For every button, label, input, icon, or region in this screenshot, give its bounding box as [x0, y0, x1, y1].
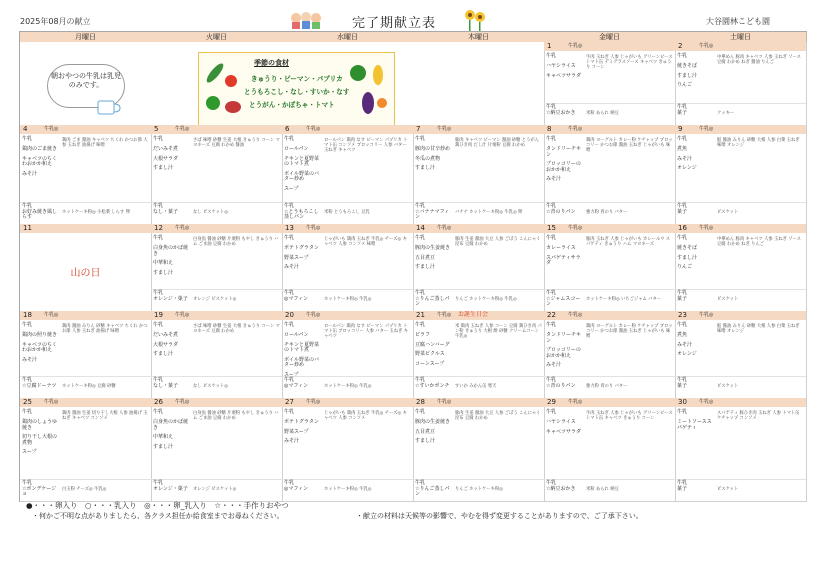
- lunch-ingredients: 中華めん 豚肉 キャベツ 人参 玉ねぎ ソース 豆腐 わかめ ねぎ 醤油 りんご: [717, 55, 801, 65]
- snack-ingredients: 強力粉 青のり バター: [586, 210, 628, 215]
- pre-lunch-item: 牛乳: [415, 322, 426, 328]
- snack-divider: [282, 202, 413, 203]
- pre-lunch-item: 牛乳: [153, 136, 164, 142]
- afternoon-snack: 牛乳 ◎マフィン: [284, 290, 308, 302]
- weekday-header: 火曜日: [151, 32, 283, 42]
- snack-ingredients: ホットケーキ粉◎ 豆腐 砂糖: [62, 384, 116, 389]
- lunch-menu: 白身魚のかば焼き 中華和え すまし汁: [153, 419, 189, 450]
- snack-ingredients: オレンジ ビスケット◎: [193, 297, 237, 302]
- day-number: 26 牛乳◎: [151, 398, 282, 407]
- snack-divider: [20, 202, 151, 203]
- day-number: 28 牛乳◎: [413, 398, 544, 407]
- day-cell-9: [675, 125, 807, 225]
- pre-lunch-item: 牛乳: [546, 322, 557, 328]
- day-number: 6 牛乳◎: [282, 125, 413, 134]
- pre-lunch-item: 牛乳: [677, 322, 688, 328]
- lunch-menu: 白身魚のかば焼き 中華和え すまし汁: [153, 245, 189, 276]
- snack-divider: [544, 289, 675, 290]
- lunch-menu: だいみそ煮 大根サラダ すまし汁: [153, 332, 179, 357]
- birthday-party-label: お誕生日会: [458, 311, 489, 318]
- morning-milk: 牛乳◎: [437, 225, 452, 231]
- day-number: 20 牛乳◎: [282, 311, 413, 320]
- afternoon-snack: 牛乳 ☆りんご蒸しパン: [415, 290, 450, 307]
- morning-milk: 牛乳◎: [568, 399, 583, 405]
- lunch-menu: 鶏肉のごま焼き キャベツのちくわおかか和え みそ汁: [22, 146, 58, 177]
- afternoon-snack: 牛乳 菓子: [677, 377, 688, 389]
- morning-milk: 牛乳◎: [175, 312, 190, 318]
- afternoon-snack: 牛乳 菓子: [677, 480, 688, 492]
- lunch-menu: 鶏肉のしょうゆ焼き 切り干し大根の煮物 スープ: [22, 419, 58, 455]
- day-cell-16: [675, 224, 807, 312]
- lunch-ingredients: 鮭 醤油 みりん 砂糖 大根 人参 白菜 玉ねぎ 味噌 オレンジ: [717, 138, 800, 148]
- organization-name: 大谷園林こども園: [706, 17, 770, 26]
- snack-ingredients: りんご ホットケーキ粉◎: [455, 487, 503, 492]
- pre-lunch-item: 牛乳: [153, 409, 164, 415]
- morning-milk: 牛乳◎: [568, 312, 583, 318]
- pre-lunch-item: 牛乳: [415, 235, 426, 241]
- morning-milk: 牛乳◎: [44, 312, 59, 318]
- lunch-ingredients: 鶏肉 ヨーグルト カレー粉 ケチャップ ブロッコリー かつお節 醤油 玉ねぎ じゃがいも 味噌: [586, 324, 673, 339]
- lunch-menu: タンドリーチキン ブロッコリーのおかか和え みそ汁: [546, 146, 582, 182]
- snack-ingredients: 米粉 とうもろこし 豆乳: [324, 210, 370, 215]
- morning-milk: 牛乳◎: [568, 225, 583, 231]
- milk-note: 朝おやつの牛乳は乳児のみです。: [51, 72, 121, 90]
- pre-lunch-item: 牛乳: [677, 136, 688, 142]
- snack-ingredients: ビスケット: [717, 210, 739, 215]
- day-cell-22: [544, 311, 676, 399]
- day-cell-25: [20, 398, 152, 502]
- footer-note-contact: ・何かご不明な点がありましたら、各クラス担任か給食室までお尋ねください。: [32, 512, 284, 520]
- snack-divider: [20, 376, 151, 377]
- lunch-ingredients: 鶏肉 ごま 醤油 キャベツ ちくわ かつお節 人参 玉ねぎ 油揚げ 味噌: [62, 138, 148, 148]
- day-number: 1 牛乳◎: [544, 42, 675, 51]
- pre-lunch-item: 牛乳: [677, 409, 688, 415]
- day-number: 23 牛乳◎: [675, 311, 806, 320]
- snack-divider: [151, 289, 282, 290]
- snack-ingredients: なし ビスケット◎: [193, 210, 228, 215]
- fruits-illustration-icon: [346, 59, 390, 119]
- pre-lunch-item: 牛乳: [546, 235, 557, 241]
- day-cell-7: [413, 125, 545, 225]
- lunch-menu: ミートソーススパゲティ: [677, 419, 712, 431]
- lunch-ingredients: 牛肉 玉ねぎ 人参 じゃがいも グリーンピース トマト缶 デミグラスソース キャベツ きゅうり コーン: [586, 55, 673, 70]
- pre-lunch-item: 牛乳: [153, 322, 164, 328]
- pre-lunch-item: 牛乳: [546, 53, 557, 59]
- snack-divider: [675, 103, 806, 104]
- day-number: 30 牛乳◎: [675, 398, 806, 407]
- lunch-ingredients: 牛肉 玉ねぎ 人参 じゃがいも グリーンピース トマト缶 キャベツ きゅうり コーン: [586, 411, 673, 421]
- day-number: 11: [20, 224, 151, 233]
- lunch-menu: 豚肉の生姜焼き 五目煮豆 すまし汁: [415, 245, 451, 270]
- weekday-header: 金曜日: [544, 32, 676, 42]
- afternoon-snack: 牛乳 ☆青のりパン: [546, 377, 576, 389]
- snack-ingredients: ホットケーキ粉◎ 牛乳◎: [324, 297, 372, 302]
- day-cell-12: [151, 224, 283, 312]
- lunch-menu: 鶏肉の照り焼き キャベツのちくわおかか和え みそ汁: [22, 332, 58, 363]
- day-number: 18 牛乳◎: [20, 311, 151, 320]
- snack-ingredients: すいか みかん缶 寒天: [455, 384, 497, 389]
- snack-divider: [544, 479, 675, 480]
- lunch-ingredients: じゃがいも 鶏肉 玉ねぎ 牛乳◎ チーズ◎ キャベツ 人参 コンソメ 味噌: [324, 237, 407, 247]
- snack-divider: [675, 479, 806, 480]
- afternoon-snack: 牛乳 お好み焼き風しらす: [22, 203, 58, 220]
- afternoon-snack: 牛乳 ☆とうもろこし蒸しパン: [284, 203, 319, 220]
- month-label: 2025年08月の献立: [20, 17, 91, 26]
- snack-divider: [675, 202, 806, 203]
- lunch-ingredients: 鶏肉 ヨーグルト カレー粉 ケチャップ ブロッコリー かつお節 醤油 玉ねぎ じゃがいも 味噌: [586, 138, 673, 153]
- day-cell-20: [282, 311, 414, 399]
- lunch-menu: カレーライス スパゲティサラダ: [546, 245, 581, 266]
- morning-milk: 牛乳◎: [437, 399, 452, 405]
- season-line-1: きゅうり・ピーマン・パプリカ: [251, 75, 343, 83]
- afternoon-snack: 牛乳 菓子: [677, 290, 688, 302]
- lunch-ingredients: ロールパン 鶏肉 なす ピーマン パプリカ トマト缶 コンソメ ブロッコリー 人参 バター 玉ねぎ キャベツ: [324, 138, 408, 153]
- lunch-ingredients: 中華めん 豚肉 キャベツ 人参 玉ねぎ ソース 豆腐 わかめ ねぎ りんご: [717, 237, 801, 247]
- morning-milk: 牛乳◎: [306, 399, 321, 405]
- weekday-header: 木曜日: [413, 32, 545, 42]
- weekday-header: 土曜日: [675, 32, 807, 42]
- pre-lunch-item: 牛乳: [284, 409, 295, 415]
- day-number: 21 牛乳◎ お誕生日会: [413, 311, 544, 320]
- afternoon-snack: 牛乳 ☆ジャムスコーン: [546, 290, 581, 307]
- snack-ingredients: ビスケット: [717, 297, 739, 302]
- pre-lunch-item: 牛乳: [284, 322, 295, 328]
- pre-lunch-item: 牛乳: [546, 409, 557, 415]
- snack-ingredients: ホットケーキ粉◎ 牛乳◎: [324, 384, 372, 389]
- afternoon-snack: 牛乳 ☆豆腐ドーナツ: [22, 377, 57, 389]
- snack-divider: [544, 376, 675, 377]
- lunch-menu: ハヤシライス キャベツサラダ: [546, 63, 581, 79]
- lunch-menu: ピラフ 豆腐ハンバーグ 野菜ピクルス コーンスープ: [415, 332, 450, 367]
- pre-lunch-item: 牛乳: [284, 235, 295, 241]
- morning-milk: 牛乳◎: [44, 399, 59, 405]
- day-cell-4: [20, 125, 152, 225]
- snack-ingredients: バナナ ホットケーキ粉◎ 牛乳◎ 卵: [455, 210, 523, 215]
- afternoon-snack: 牛乳 ☆りんご蒸しパン: [415, 480, 450, 497]
- day-number: 19 牛乳◎: [151, 311, 282, 320]
- day-number: 15 牛乳◎: [544, 224, 675, 233]
- afternoon-snack: 牛乳 ☆すいかポンチ: [415, 377, 450, 389]
- day-cell-27: [282, 398, 414, 502]
- day-cell-18: [20, 311, 152, 399]
- lunch-menu: ロールパン チキンと夏野菜のトマト煮 ボイル野菜のバター炒め スープ: [284, 332, 320, 378]
- pre-lunch-item: 牛乳: [546, 136, 557, 142]
- lunch-ingredients: 豚肉 玉ねぎ 人参 じゃがいも カレールウ スパゲティ きゅうり ハム マヨネーズ: [586, 237, 671, 247]
- day-cell-1: [544, 42, 676, 126]
- snack-divider: [282, 479, 413, 480]
- lunch-menu: 焼きそば すまし汁 りんご: [677, 63, 698, 88]
- season-line-2: とうもろこし・なし・すいか・なす: [244, 88, 350, 96]
- day-cell-28: [413, 398, 545, 502]
- lunch-ingredients: スパゲティ 豚ひき肉 玉ねぎ 人参 トマト缶 ケチャップ コンソメ: [717, 411, 800, 421]
- snack-ingredients: 強力粉 青のり バター: [586, 384, 628, 389]
- notes-area: [20, 42, 545, 126]
- snack-ingredients: 米粉 あられ 納豆: [586, 111, 619, 116]
- day-number: 29 牛乳◎: [544, 398, 675, 407]
- day-number: 25 牛乳◎: [20, 398, 151, 407]
- snack-divider: [413, 479, 544, 480]
- day-number: 4 牛乳◎: [20, 125, 151, 134]
- snack-ingredients: なし ビスケット◎: [193, 384, 228, 389]
- lunch-menu: タンドリーチキン ブロッコリーのおかか和え みそ汁: [546, 332, 582, 368]
- snack-ingredients: ホットケーキ粉◎ 小松菜 しらす 卵: [62, 210, 130, 215]
- sunflower-icon: [462, 8, 488, 32]
- legend: ●・・・卵入り ○・・・乳入り ◎・・・卵_乳入り ☆・・・手作りおやつ: [26, 501, 289, 510]
- pre-lunch-item: 牛乳: [22, 136, 33, 142]
- morning-milk: 牛乳◎: [175, 126, 190, 132]
- weekday-header: 水曜日: [282, 32, 414, 42]
- lunch-menu: 煮魚 みそ汁 オレンジ: [677, 332, 697, 357]
- lunch-menu: ポテトグラタン 野菜スープ みそ汁: [284, 419, 319, 444]
- day-cell-2: [675, 42, 807, 126]
- afternoon-snack: 牛乳 ☆納豆おかき: [546, 480, 576, 492]
- lunch-ingredients: 豚肉 生姜 醤油 大豆 人参 ごぼう こんにゃく 昆布 豆腐 わかめ: [455, 237, 541, 247]
- day-cell-11: [20, 224, 152, 312]
- lunch-menu: ポテトグラタン 野菜スープ みそ汁: [284, 245, 319, 270]
- lunch-menu: ハヤシライス キャベツサラダ: [546, 419, 581, 435]
- day-number: 9 牛乳◎: [675, 125, 806, 134]
- pre-lunch-item: 牛乳: [415, 409, 426, 415]
- day-cell-23: [675, 311, 807, 399]
- snack-divider: [151, 202, 282, 203]
- snack-divider: [544, 202, 675, 203]
- morning-milk: 牛乳◎: [699, 225, 714, 231]
- day-number: 7 牛乳◎: [413, 125, 544, 134]
- snack-ingredients: ビスケット: [717, 487, 739, 492]
- lunch-ingredients: 豚肉 生姜 醤油 大豆 人参 ごぼう こんにゃく 昆布 豆腐 わかめ: [455, 411, 541, 421]
- menu-calendar-grid: [19, 31, 807, 502]
- afternoon-snack: 牛乳 なし・菓子: [153, 203, 179, 215]
- afternoon-snack: 牛乳 菓子: [677, 203, 688, 215]
- day-number: 22 牛乳◎: [544, 311, 675, 320]
- day-cell-19: [151, 311, 283, 399]
- morning-milk: 牛乳◎: [175, 225, 190, 231]
- lunch-menu: 豚肉の生姜焼き 五目煮豆 すまし汁: [415, 419, 451, 444]
- day-cell-21: [413, 311, 545, 399]
- morning-milk: 牛乳◎: [568, 43, 583, 49]
- snack-divider: [282, 376, 413, 377]
- children-illustration-icon: [288, 10, 324, 30]
- snack-ingredients: りんご ホットケーキ粉◎ 牛乳◎: [455, 297, 517, 302]
- pre-lunch-item: 牛乳: [677, 53, 688, 59]
- morning-milk: 牛乳◎: [568, 126, 583, 132]
- lunch-ingredients: ロールパン 鶏肉 なす ピーマン パプリカ トマト缶 ブロッコリー 人参 バター 玉ねぎ キャベツ: [324, 324, 409, 339]
- afternoon-snack: 牛乳 ☆納豆おかき: [546, 104, 576, 116]
- lunch-ingredients: 白身魚 醤油 砂糖 片栗粉 もやし きゅうり ハム ごま油 豆腐 わかめ: [193, 237, 279, 247]
- snack-ingredients: 白玉粉 チーズ◎ 牛乳◎: [62, 487, 107, 492]
- lunch-menu: 豚肉の甘辛炒め 冬瓜の煮物 すまし汁: [415, 146, 451, 171]
- pre-lunch-item: 牛乳: [677, 235, 688, 241]
- afternoon-snack: 牛乳 ◎マフィン: [284, 377, 308, 389]
- morning-milk: 牛乳◎: [699, 399, 714, 405]
- day-cell-29: [544, 398, 676, 502]
- snack-divider: [20, 479, 151, 480]
- lunch-ingredients: 鶏肉 醤油 みりん 砂糖 キャベツ ちくわ かつお節 人参 玉ねぎ 油揚げ 味噌: [62, 324, 148, 334]
- morning-milk: 牛乳◎: [699, 43, 714, 49]
- snack-ingredients: オレンジ ビスケット◎: [193, 487, 237, 492]
- day-cell-5: [151, 125, 283, 225]
- snack-divider: [675, 289, 806, 290]
- day-number: 12 牛乳◎: [151, 224, 282, 233]
- afternoon-snack: 牛乳 ☆青のりパン: [546, 203, 576, 215]
- snack-divider: [282, 289, 413, 290]
- day-number: 14 牛乳◎: [413, 224, 544, 233]
- day-cell-8: [544, 125, 676, 225]
- day-number: 13 牛乳◎: [282, 224, 413, 233]
- snack-divider: [151, 479, 282, 480]
- snack-ingredients: ホットケーキ粉◎ 牛乳◎: [324, 487, 372, 492]
- footer-note-changes: ・献立の材料は天候等の影響で、やむを得ず変更することがありますので、ご了承下さい。: [356, 512, 643, 520]
- afternoon-snack: 牛乳 ☆ポンデケージョ: [22, 480, 57, 497]
- day-cell-6: [282, 125, 414, 225]
- day-number: 2 牛乳◎: [675, 42, 806, 51]
- day-cell-30: [675, 398, 807, 502]
- snack-ingredients: ホットケーキ粉◎ いちごジャム バター: [586, 297, 662, 302]
- snack-divider: [413, 376, 544, 377]
- afternoon-snack: 牛乳 ☆バナナマフィン: [415, 203, 450, 220]
- morning-milk: 牛乳◎: [699, 312, 714, 318]
- lunch-ingredients: さば 味噌 砂糖 生姜 大根 きゅうり コーン マヨネーズ 豆腐 わかめ 醤油: [193, 138, 280, 148]
- afternoon-snack: 牛乳 菓子: [677, 104, 688, 116]
- page-title: 完了期献立表: [352, 16, 437, 31]
- morning-milk: 牛乳◎: [437, 126, 452, 132]
- holiday-label: 山の日: [70, 268, 101, 279]
- snack-ingredients: ビスケット: [717, 384, 739, 389]
- day-cell-14: [413, 224, 545, 312]
- lunch-menu: 煮魚 みそ汁 オレンジ: [677, 146, 697, 171]
- milk-mug-icon: [96, 98, 122, 116]
- lunch-menu: 焼きそば すまし汁 りんご: [677, 245, 698, 270]
- morning-milk: 牛乳◎: [44, 126, 59, 132]
- day-number: 16 牛乳◎: [675, 224, 806, 233]
- snack-divider: [413, 289, 544, 290]
- snack-divider: [544, 103, 675, 104]
- lunch-ingredients: さば 味噌 砂糖 生姜 大根 きゅうり コーン マヨネーズ 豆腐 わかめ: [193, 324, 280, 334]
- day-number: 8 牛乳◎: [544, 125, 675, 134]
- morning-milk: 牛乳◎: [437, 312, 452, 318]
- lunch-ingredients: 鶏肉 醤油 生姜 切り干し大根 人参 油揚げ 玉ねぎ キャベツ コンソメ: [62, 411, 148, 421]
- pre-lunch-item: 牛乳: [153, 235, 164, 241]
- pre-lunch-item: 牛乳: [415, 136, 426, 142]
- weekday-header: 月曜日: [20, 32, 152, 42]
- pre-lunch-item: 牛乳: [284, 136, 295, 142]
- snack-ingredients: 米粉 あられ 納豆: [586, 487, 619, 492]
- afternoon-snack: 牛乳 ◎マフィン: [284, 480, 308, 492]
- day-cell-13: [282, 224, 414, 312]
- season-title: 季節の食材: [254, 59, 289, 67]
- day-cell-15: [544, 224, 676, 312]
- snack-ingredients: クッキー: [717, 111, 735, 116]
- morning-milk: 牛乳◎: [699, 126, 714, 132]
- lunch-ingredients: 米 鶏肉 玉ねぎ 人参 コーン 豆腐 鶏ひき肉 パン粉 きゅうり 大根 酢 砂糖 クリームコーン 牛乳◎: [455, 324, 542, 339]
- morning-milk: 牛乳◎: [306, 312, 321, 318]
- lunch-ingredients: 白身魚 醤油 砂糖 片栗粉 もやし きゅうり ハム ごま油 豆腐 わかめ: [193, 411, 279, 421]
- seasonal-ingredients-box: [198, 52, 395, 126]
- day-number: 5 牛乳◎: [151, 125, 282, 134]
- lunch-ingredients: 豚肉 キャベツ ピーマン 醤油 砂糖 とうがん 鶏ひき肉 だし汁 片栗粉 豆腐 わかめ: [455, 138, 539, 148]
- snack-divider: [151, 376, 282, 377]
- morning-milk: 牛乳◎: [175, 399, 190, 405]
- vegetables-illustration-icon: [203, 59, 249, 119]
- lunch-ingredients: じゃがいも 鶏肉 玉ねぎ 牛乳◎ チーズ◎ キャベツ 人参 コンソメ: [324, 411, 407, 421]
- lunch-menu: ロールパン チキンと夏野菜のトマト煮 ボイル野菜のバター炒め スープ: [284, 146, 320, 192]
- lunch-ingredients: 鮭 醤油 みりん 砂糖 大根 人参 白菜 玉ねぎ 味噌 オレンジ: [717, 324, 800, 334]
- day-cell-26: [151, 398, 283, 502]
- pre-lunch-item: 牛乳: [22, 322, 33, 328]
- lunch-menu: だいみそ煮 大根サラダ すまし汁: [153, 146, 179, 171]
- afternoon-snack: 牛乳 なし・菓子: [153, 377, 179, 389]
- season-line-3: とうがん・かぼちゃ・トマト: [249, 101, 335, 109]
- morning-milk: 牛乳◎: [306, 126, 321, 132]
- snack-divider: [413, 202, 544, 203]
- snack-divider: [675, 376, 806, 377]
- pre-lunch-item: 牛乳: [22, 409, 33, 415]
- day-number: 27 牛乳◎: [282, 398, 413, 407]
- morning-milk: 牛乳◎: [306, 225, 321, 231]
- afternoon-snack: 牛乳 オレンジ・菓子: [153, 290, 188, 302]
- afternoon-snack: 牛乳 オレンジ・菓子: [153, 480, 188, 492]
